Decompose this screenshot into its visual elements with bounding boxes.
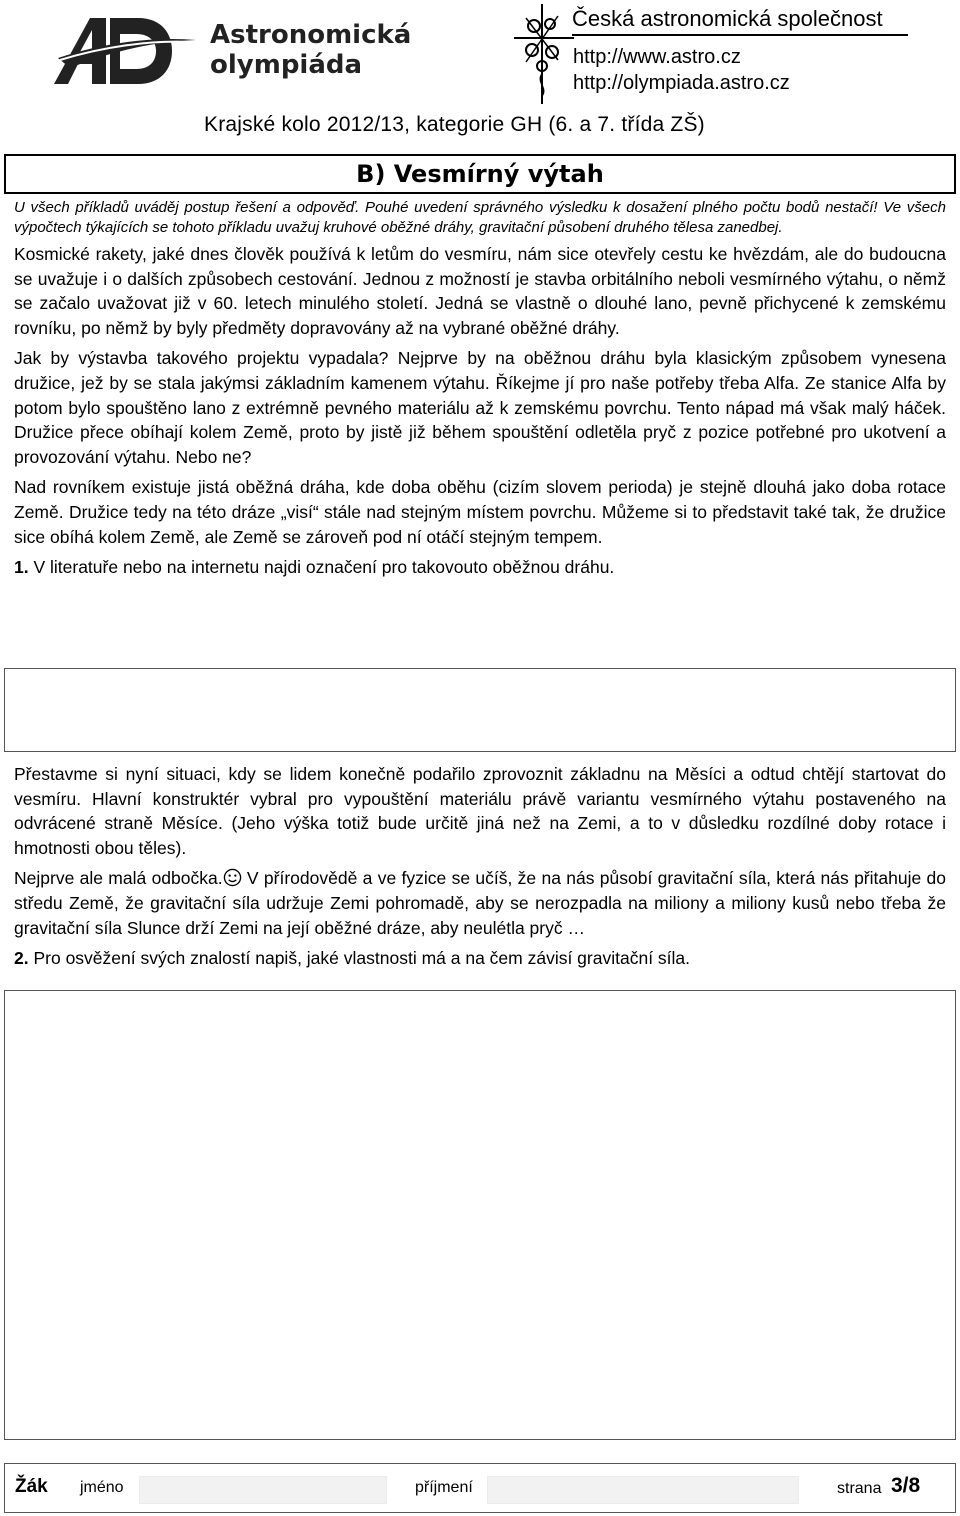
task-title-box [4,154,956,194]
paragraph-gravity [14,866,946,940]
surname-label: příjmení [415,1479,473,1496]
answer-box-1[interactable] [4,668,956,752]
question-2 [14,946,946,971]
page-label: strana [837,1480,882,1497]
name-field[interactable] [139,1476,387,1504]
question-1-text: V literatuře nebo na internetu najdi označení pro takovouto oběžnou dráhu. [28,557,615,578]
surname-field[interactable] [487,1476,799,1504]
paragraph-construction: Jak by výstavba takového projektu vypadala? Nejprve by na oběžnou dráhu byla klasickým způsobem vynesena družice, jež by se stala jakýmsi základním kamenem výtahu. Říkejme jí pro naše potřeby třeba Alfa. Ze stanice Alfa by potom bylo spouštěno lano z extrémně pevného materiálu až k zemskému povrchu. Tento nápad má však malý háček. Družice přece obíhají kolem Země, proto by jistě již během spouštění odletěla pryč z pozice potřebné pro ukotvení a provozování výtahu. Nebo ne? [14,348,946,467]
student-label: Žák [15,1476,48,1497]
page-header [0,0,960,150]
task-content [14,198,946,580]
page-number: 3/8 [891,1474,921,1497]
olympiad-website-link[interactable]: http://olympiada.astro.cz [573,72,790,94]
society-name: Česká astronomická společnost [572,6,883,31]
competition-round: Krajské kolo 2012/13, kategorie GH (6. a 7. třída ZŠ) [204,113,705,136]
website-link[interactable]: http://www.astro.cz [573,46,741,68]
task-title: B) Vesmírný výtah [356,160,604,188]
astronomy-olympiad-logo-icon [50,14,200,88]
logo-text-line1: Astronomická [210,20,412,50]
page-footer [4,1463,956,1513]
instructions: U všech příkladů uváděj postup řešení a odpověď. Pouhé uvedení správného výsledku k dosažení plného počtu bodů nestačí! Ve všech výpočtech týkajících se tohoto příkladu uvažuj kruhové oběžné dráhy, gravitační působení druhého tělesa zanedbej. [14,199,946,236]
name-label: jméno [80,1479,124,1496]
task-content-2 [14,758,946,971]
question-1-number: 1. [14,557,29,578]
paragraph-gravity-lead: Nejprve ale malá odbočka. [14,868,223,889]
society-rule [572,34,908,36]
paragraph-intro: Kosmické rakety, jaké dnes člověk používá k letům do vesmíru, nám sice otevřely cestu ke hvězdám, ale do budoucna se uvažuje i o dalších způsobech cestování. Jednou z možností je stavba orbitálního neboli vesmírného výtahu, o němž se začalo uvažovat již v 60. letech minulého století. Jedná se vlastně o dlouhé lano, pevně přichycené k zemskému rovníku, po němž by byly předměty dopravovány až na vybrané oběžné dráhy. [14,244,946,338]
answer-box-2[interactable] [4,990,956,1440]
question-1 [14,555,946,580]
society-emblem-icon [512,4,576,104]
logo-text-line2: olympiáda [210,50,363,80]
question-2-number: 2. [14,948,29,969]
paragraph-orbit: Nad rovníkem existuje jistá oběžná dráha, kde doba oběhu (cizím slovem perioda) je stejně dlouhá jako doba rotace Země. Družice tedy na této dráze „visí“ stále nad stejným místem povrchu. Můžeme si to představit také tak, že družice sice obíhá kolem Země, ale Země se zároveň pod ní otáčí stejným tempem. [14,477,946,547]
paragraph-moon: Přestavme si nyní situaci, kdy se lidem konečně podařilo zprovoznit základnu na Měsíci a odtud chtějí startovat do vesmíru. Hlavní konstruktér vybral pro vypouštění materiálu právě variantu vesmírného výtahu postaveného na odvrácené straně Měsíce. (Jeho výška totiž bude určitě jiná než na Zemi, a to v důsledku rozdílné doby rotace i hmotnosti obou těles). [14,764,946,858]
smiley-icon [223,868,242,887]
question-2-text: Pro osvěžení svých znalostí napiš, jaké vlastnosti má a na čem závisí gravitační síla. [28,948,691,969]
logo-text [210,20,411,80]
paragraph-gravity-text: V přírodovědě a ve fyzice se učíš, že na nás působí gravitační síla, která nás přitahuje do středu Země, že gravitační síla udržuje Zemi pohromadě, aby se nerozpadla na miliony a miliony kusů nebo třeba že gravitační síla Slunce drží Zemi na její oběžné dráze, aby neulétla pryč … [14,868,946,938]
